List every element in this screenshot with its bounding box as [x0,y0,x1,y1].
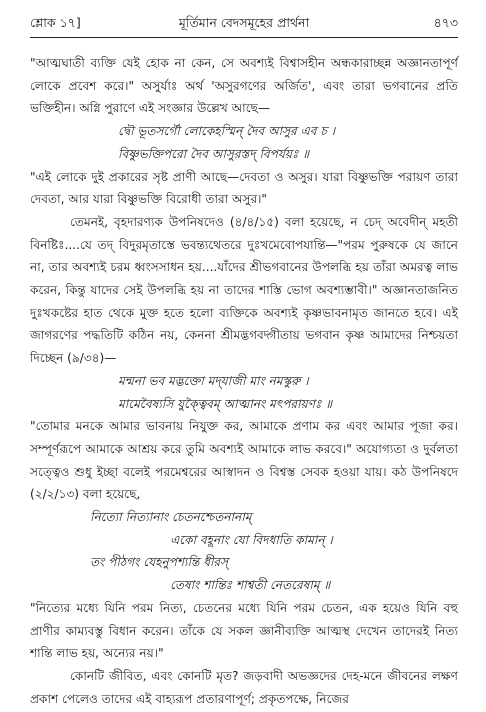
text-line: উপলব্ধি হয় তাঁরা অমরত্ব লাভ করেন, কিন্তু যাদের সেই উপলব্ধি হয় না তাদের [30,260,458,298]
text-line: "এই লোকে দুই প্রকারের সৃষ্ট প্রাণী আছে—দেবতা ও অসুর। যারা বিষ্ণুভক্তি [30,169,393,184]
text-line: অযোগ্যতা ও দুর্বলতা সত্ত্বেও শুধু ইচ্ছা বলেই পরমেশ্বরের আস্বাদন ও বিশ্বস্ত [30,441,458,479]
paragraph [30,52,458,120]
verse-line: মামেবৈষ্যসি যুক্ত্বৈবম্ আত্মানং মৎপরায়ণঃ ॥ [118,396,333,411]
text-line: মহতী বিনষ্টিঃ....যে তদ্ বিদুরমৃতাস্তে ভবন্ত্যথেতরে দুঃখমেবোপযান্তি—"পরম [30,214,458,252]
text-line: "আত্মঘাতী ব্যক্তি যেই হোক না কেন, সে অবশ্যই বিশ্বাসহীন অন্ধকারাচ্ছন্ন [30,56,392,70]
text-line: লক্ষণ প্রকাশ পেলেও তাদের এই বাহ্যরূপ প্রতারণাপূর্ণ; প্রকৃতপক্ষে, নিজের [30,668,458,706]
text-line: সেবক হওয়া যায়। কঠ উপনিষদে (২/২/১৩) বলা হয়েছে, [30,464,458,502]
text-line: ভগবানের প্রতি ভক্তিহীন। অগ্নি পুরাণে এই সংজ্ঞার উল্লেখ আছে— [30,78,458,116]
header-divider [30,37,458,38]
verse-line: নিত্যো নিত্যানাং চেতনশ্চেতনানাম্ [90,510,252,525]
text-line: "নিত্যের মধ্যে যিনি পরম নিত্য, চেতনের মধ্যে যিনি পরম চেতন, এক হয়েও [30,600,411,615]
paragraph [30,597,458,665]
running-header [30,15,458,35]
text-line: যিনি বহু প্রাণীর কাম্যবস্তু বিধান করেন। তাঁকে যে সকল জ্ঞানীব্যক্তি আত্মস্থ [30,600,458,638]
text-line: কোনটি জীবিত, এবং কোনটি মৃত? জড়বাদী অভজ্ঞদের দেহ-মনে জীবনের [70,668,427,683]
text-line: "তোমার মনকে আমার ভাবনায় নিযুক্ত কর, আমাকে প্রণাম কর এবং আমার [30,419,405,434]
text-line: শাস্তি ভোগ অবশ্যম্ভাবী।" অজ্ঞানতাজনিত দুঃখকষ্টের হাত থেকে মুক্ত হতে হলো [30,283,458,320]
text-line: পূজা কর। সম্পূর্ণরূপে আমাকে আশ্রয় করে তুমি অবশ্যই আমাকে লাভ করবে।" [30,419,458,456]
verse-line: দ্বৌ ভূতসর্গৌ লোকেহস্মিন্ দৈব আসুর এব চ । [118,124,336,139]
text-line: তেমনই, বৃহদারণ্যক উপনিষদেও (৪/৪/১৫) বলা হয়েছে, ন চেদ্ অবেদীন্ [70,214,427,229]
verse-quote [30,120,458,165]
verse-line: বিষ্ণুভক্তিপরো দৈব আসুরস্তদ্ বিপর্যয়ঃ ॥ [118,146,310,161]
paragraph [30,665,458,710]
verse-line: একো বহূনাং যো বিদধাতি কামান্ । [170,532,333,547]
text-line: দেখেন তাদেরই নিত্য শান্তি লাভ হয়, অন্যের নয়।" [30,623,458,661]
paragraph [30,415,458,506]
paragraph [30,211,458,370]
text-line: ব্যক্তিকে অবশ্যই কৃষ্ণভাবনামৃত জানতে হবে। এই জাগরণের পদ্ধতিটি কঠিন [30,305,458,343]
text-line: পরায়ণ তারা দেবতা, আর যারা বিষ্ণুভক্তি বিরোধী তারা অসুর।" [30,169,458,207]
text-line: অজ্ঞানতাপূর্ণ লোকে প্রবেশ করে।" অসুর্যাঃ অর্থ 'অসুরগণের অর্জিত', এবং তারা [30,56,458,93]
verse-line: তং পীঠগং যেহনুপশ্যন্তি ধীরস্ [90,555,229,570]
page-body [30,52,458,710]
verse-line: তেষাং শান্তিঃ শাশ্বতী নেতরেষাম্ ॥ [170,578,331,593]
chapter-title: মূর্তিমান বেদসমূহের প্রার্থনা [178,15,310,30]
verse-reference: শ্লোক ১৭] [30,15,81,30]
text-line: নয়, কেননা শ্রীমদ্ভগবদ্গীতায় ভগবান কৃষ্ণ আমাদের নিশ্চয়তা দিচ্ছেন (৯/৩৪)— [30,328,458,366]
verse-quote [30,506,458,597]
page-number: ৪৭৩ [433,15,458,30]
verse-quote [30,370,458,415]
verse-line: মন্মনা ভব মদ্ভক্তো মদ্‌যাজী মাং নমস্কুরু । [118,373,309,388]
paragraph [30,166,458,211]
text-line: পুরুষকে যে জানে না, তার অবশ্যই চরম ধ্বংসসাধন হয়....যাঁদের শ্রীভগবানের [30,237,458,275]
